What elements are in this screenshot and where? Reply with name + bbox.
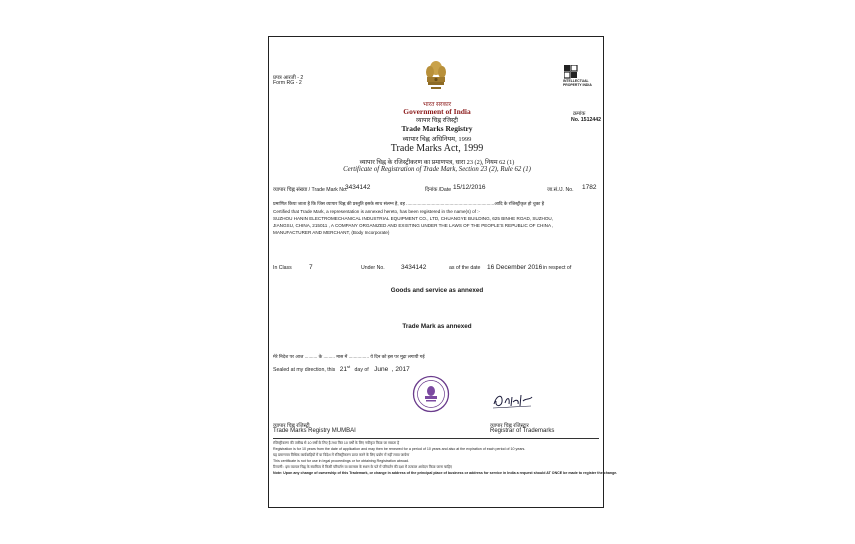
registry-hindi: व्यापार चिह्न रजिस्ट्री: [416, 118, 458, 124]
jno-label: जा.सं./J. No.: [547, 187, 574, 193]
trade-mark-annexed: Trade Mark as annexed: [402, 323, 472, 330]
serial-label-hindi: क्रमांक: [573, 111, 586, 117]
sealed-label: Sealed at my direction, this: [273, 367, 336, 374]
sealed-year: , 2017: [391, 366, 410, 374]
jno-value: 1782: [582, 184, 597, 191]
owner-line-1: SUZHOU HANIN ELECTROMECHANICAL INDUSTRIAL EQUIPMENT CO., LTD, CHUANGYE BUILDING, 625 BINHE ROAD, SUZHOU,: [273, 216, 554, 221]
note-line-4: This certificate is not for use in legal proceedings or for obtaining Registration abroad.: [273, 459, 410, 463]
registry-seal-icon: [412, 375, 450, 413]
date-value: 15/12/2016: [453, 184, 486, 191]
note-line-3: यह प्रमाणपत्र विधिक कार्यवाहियों में या विदेश में रजिस्ट्रीकरण प्राप्त करने के लिए प्रयोग में नहीं लाया जायेगा: [273, 453, 410, 457]
footer-registry-hindi: व्यापार चिह्न रजिस्ट्री: [273, 423, 310, 429]
owner-line-2: JIANGSU, CHINA, 215011 , A COMPANY ORGANIZED AND EXISTING UNDER THE LAWS OF THE PEOPLE'S REPUBLIC OF CHINA ,: [273, 223, 554, 228]
serial-number: No. 1512442: [571, 117, 601, 123]
sealed-line: [273, 364, 410, 373]
certified-hindi: प्रमाणित किया जाता है कि जिस व्यापार चिह्न की प्रस्तुति इसके साथ संलग्न है, वह .....................................................................आदि के रजिस्ट्रीकृत हो चुका है: [273, 201, 545, 206]
government-hindi: भारत सरकार: [422, 102, 452, 108]
national-emblem-icon: [423, 59, 449, 93]
footer-registry: Trade Marks Registry MUMBAI: [273, 428, 356, 434]
under-no-label: Under No.: [361, 265, 385, 271]
as-of-value: 16 December 2016: [487, 264, 543, 271]
registrar-title: Registrar of Trademarks: [490, 428, 555, 434]
ip-india-logo-icon: [564, 65, 578, 79]
sealed-month: June: [374, 366, 389, 374]
owner-line-3: MANUFACTURER AND MERCHANT, (Body Incorporate): [273, 230, 390, 235]
certificate-sheet: [268, 36, 618, 508]
in-class-label: In Class: [273, 265, 292, 271]
note-line-1: रजिस्ट्रीकरण की तारीख से 10 वर्षों के लिए है तथा फिर 10 वर्षों के लिए नवीकृत किया जा सकता है: [273, 441, 400, 445]
government-title: Government of India: [403, 107, 471, 116]
footer-divider: [273, 438, 599, 439]
sealed-day-of: day of: [354, 367, 369, 374]
rule-hindi: व्यापार चिह्न के रजिस्ट्रीकरण का प्रमाणपत्र, धारा 23 (2), नियम 62 (1): [359, 159, 515, 166]
form-number-hindi: प्रपत्र आरजी - 2: [273, 75, 304, 81]
note-line-2: Registration is for 10 years from the date of application and may then be renewed for a period of 10 years and also at the expiration of each period of 10 years.: [273, 447, 526, 451]
certified-line: Certified that Trade Mark, a representation is annexed hereto, has been registered in the name(s) of :-: [273, 209, 481, 214]
ip-india-label: INTELLECTUAL PROPERTY INDIA: [563, 79, 592, 87]
registrar-signature-icon: [491, 389, 535, 411]
note-line-6: Note: Upon any change of ownership of this Trademark, or change in address of the principal place of business or address for service in India a request should AT ONCE be made to register the change.: [273, 471, 618, 475]
form-number: Form RG - 2: [273, 80, 302, 86]
goods-services: Goods and service as annexed: [390, 287, 484, 294]
registrar-hindi: व्यापार चिह्न रजिस्ट्रार: [490, 423, 529, 429]
sealed-day: [340, 366, 350, 373]
sealed-hindi: मेरे निदेश पर आज .......... के ......... मास में ................ ये दिन को इस पर मुद्रा लगायी गई: [273, 354, 425, 359]
as-of-label: as of the date: [449, 265, 481, 271]
tm-no-label: व्यापार चिह्न संख्या / Trade Mark No.: [273, 187, 348, 193]
tm-no-value: 3434142: [345, 184, 371, 191]
registry-title: Trade Marks Registry: [401, 124, 473, 133]
rule-title: Certificate of Registration of Trade Mark, Section 23 (2), Rule 62 (1): [343, 166, 531, 173]
act-hindi: व्यापार चिह्न अधिनियम, 1999: [402, 136, 472, 143]
sealed-day-number: 21: [339, 366, 347, 374]
sealed-day-suffix: st: [346, 364, 351, 369]
class-value: 7: [309, 264, 313, 271]
note-line-5: टिप्पणी : इस व्यापार चिह्न के स्वामित्व में किसी परिवर्तन या कारबार के स्थान के पते में परिवर्तन की दशा में तत्काल आवेदन किया जाना चाहिए: [273, 465, 453, 469]
date-label: दिनांक /Date: [425, 187, 452, 193]
under-no-value: 3434142: [401, 264, 427, 271]
in-respect-of: in respect of: [543, 265, 572, 271]
act-title: Trade Marks Act, 1999: [390, 143, 484, 154]
